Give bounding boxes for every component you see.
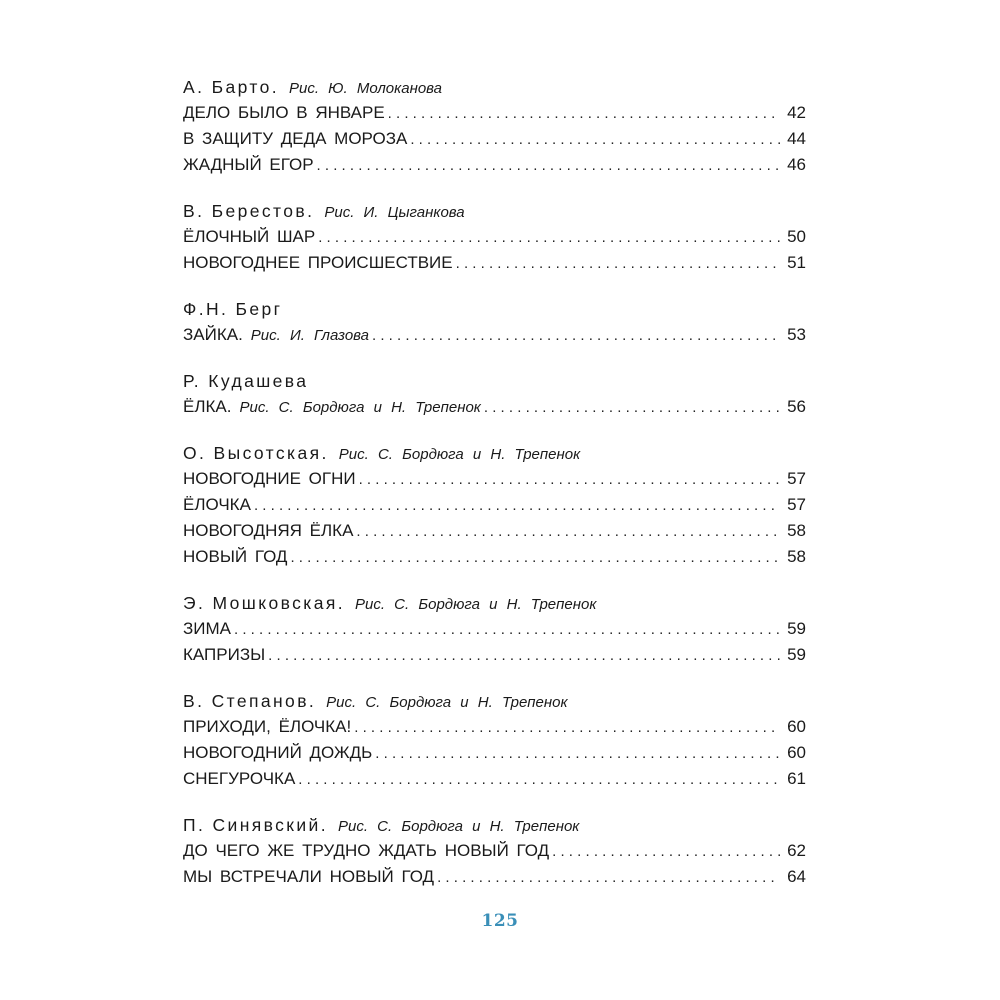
entry-page-number: 60 <box>787 743 806 762</box>
table-of-contents <box>183 74 806 890</box>
author-name: В. Степанов. <box>183 691 317 711</box>
entry-page-number: 51 <box>787 253 806 272</box>
toc-section <box>183 590 806 668</box>
dot-leader <box>375 741 780 767</box>
author-line <box>183 198 806 224</box>
entry-page-number: 58 <box>787 547 806 566</box>
page-number: 125 <box>481 911 519 931</box>
entry-title: МЫ ВСТРЕЧАЛИ НОВЫЙ ГОД <box>183 867 435 886</box>
dot-leader <box>234 617 780 643</box>
dot-leader <box>552 839 780 865</box>
dot-leader <box>356 519 780 545</box>
toc-section <box>183 296 806 348</box>
dot-leader <box>254 493 780 519</box>
author-line <box>183 368 806 394</box>
entry-title: ЖАДНЫЙ ЕГОР <box>183 155 314 174</box>
illustrator-credit: Рис. С. Бордюга и Н. Трепенок <box>326 694 568 711</box>
toc-entry[interactable] <box>183 100 806 126</box>
entry-title: ЁЛКА. <box>183 397 232 416</box>
toc-section <box>183 812 806 890</box>
toc-entry[interactable] <box>183 322 806 348</box>
toc-section <box>183 688 806 792</box>
entry-title: ЁЛОЧКА <box>183 495 251 514</box>
dot-leader <box>437 865 780 891</box>
entry-title: ЁЛОЧНЫЙ ШАР <box>183 227 316 246</box>
toc-entry[interactable] <box>183 394 806 420</box>
author-name: Э. Мошковская. <box>183 593 345 613</box>
entry-page-number: 60 <box>787 717 806 736</box>
dot-leader <box>410 127 780 153</box>
illustrator-credit: Рис. С. Бордюга и Н. Трепенок <box>338 446 581 463</box>
toc-entry[interactable] <box>183 766 806 792</box>
author-line <box>183 74 806 100</box>
entry-title: НОВЫЙ ГОД <box>183 547 288 566</box>
toc-entry[interactable] <box>183 642 806 668</box>
toc-section <box>183 368 806 420</box>
toc-section <box>183 440 806 570</box>
toc-entry[interactable] <box>183 126 806 152</box>
toc-entry[interactable] <box>183 152 806 178</box>
entry-title: В ЗАЩИТУ ДЕДА МОРОЗА <box>183 129 408 148</box>
toc-entry[interactable] <box>183 224 806 250</box>
entry-page-number: 44 <box>787 129 806 148</box>
illustrator-credit: Рис. И. Цыганкова <box>324 204 465 221</box>
toc-entry[interactable] <box>183 714 806 740</box>
dot-leader <box>317 153 780 179</box>
entry-illustrator-credit: Рис. С. Бордюга и Н. Трепенок <box>239 399 481 416</box>
illustrator-credit: Рис. С. Бордюга и Н. Трепенок <box>355 596 597 613</box>
entry-title: ЗИМА <box>183 619 231 638</box>
author-line <box>183 590 806 616</box>
dot-leader <box>372 323 780 349</box>
entry-page-number: 59 <box>787 645 806 664</box>
illustrator-credit: Рис. Ю. Молоканова <box>288 80 443 97</box>
dot-leader <box>318 225 780 251</box>
author-name: В. Берестов. <box>183 201 315 221</box>
entry-page-number: 64 <box>787 867 806 886</box>
dot-leader <box>484 395 780 421</box>
author-name: Ф.Н. Берг <box>183 299 283 319</box>
dot-leader <box>290 545 780 571</box>
author-line <box>183 296 806 322</box>
entry-page-number: 50 <box>787 227 806 246</box>
entry-page-number: 58 <box>787 521 806 540</box>
entry-illustrator-credit: Рис. И. Глазова <box>250 327 370 344</box>
author-line <box>183 812 806 838</box>
toc-entry[interactable] <box>183 838 806 864</box>
toc-entry[interactable] <box>183 864 806 890</box>
entry-title: ДЕЛО БЫЛО В ЯНВАРЕ <box>183 103 385 122</box>
entry-page-number: 57 <box>787 495 806 514</box>
toc-entry[interactable] <box>183 544 806 570</box>
toc-entry[interactable] <box>183 492 806 518</box>
entry-title: НОВОГОДНЕЕ ПРОИСШЕСТВИЕ <box>183 253 453 272</box>
entry-page-number: 61 <box>787 769 806 788</box>
entry-page-number: 62 <box>787 841 806 860</box>
dot-leader <box>388 101 780 127</box>
illustrator-credit: Рис. С. Бордюга и Н. Трепенок <box>337 818 580 835</box>
author-line <box>183 688 806 714</box>
entry-page-number: 42 <box>787 103 806 122</box>
entry-title: НОВОГОДНИЙ ДОЖДЬ <box>183 743 373 762</box>
dot-leader <box>359 467 780 493</box>
author-name: О. Высотская. <box>183 443 329 463</box>
entry-page-number: 59 <box>787 619 806 638</box>
dot-leader <box>354 715 780 741</box>
toc-entry[interactable] <box>183 466 806 492</box>
toc-entry[interactable] <box>183 616 806 642</box>
entry-title: ЗАЙКА. <box>183 325 243 344</box>
entry-page-number: 56 <box>787 397 806 416</box>
entry-page-number: 46 <box>787 155 806 174</box>
toc-section <box>183 198 806 276</box>
entry-title: ПРИХОДИ, ЁЛОЧКА! <box>183 717 352 736</box>
entry-page-number: 53 <box>787 325 806 344</box>
author-name: А. Барто. <box>183 77 279 97</box>
entry-title: СНЕГУРОЧКА <box>183 769 296 788</box>
entry-title: НОВОГОДНИЕ ОГНИ <box>183 469 356 488</box>
toc-entry[interactable] <box>183 740 806 766</box>
toc-section <box>183 74 806 178</box>
toc-entry[interactable] <box>183 518 806 544</box>
entry-page-number: 57 <box>787 469 806 488</box>
entry-title: НОВОГОДНЯЯ ЁЛКА <box>183 521 354 540</box>
dot-leader <box>268 643 780 669</box>
author-name: Р. Кудашева <box>183 371 309 391</box>
author-name: П. Синявский. <box>183 815 328 835</box>
entry-title: КАПРИЗЫ <box>183 645 266 664</box>
dot-leader <box>298 767 780 793</box>
entry-title: ДО ЧЕГО ЖЕ ТРУДНО ЖДАТЬ НОВЫЙ ГОД <box>183 841 550 860</box>
author-line <box>183 440 806 466</box>
dot-leader <box>456 251 780 277</box>
toc-entry[interactable] <box>183 250 806 276</box>
